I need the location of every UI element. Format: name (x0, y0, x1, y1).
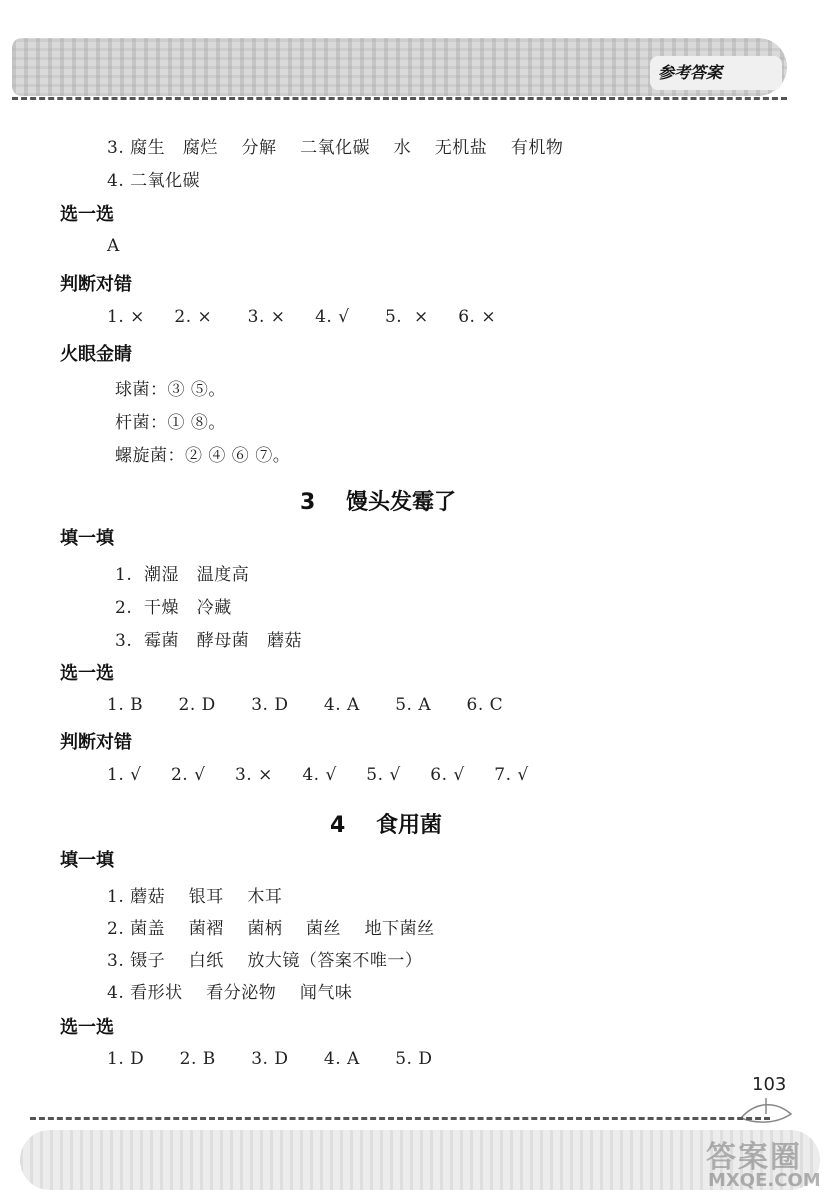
section-heading: 判断对错 (60, 274, 132, 295)
watermark-logo (700, 1130, 830, 1195)
answer-line: 杆菌：① ⑧。 (115, 413, 226, 433)
answer-line: 3. 腐生 腐烂 分解 二氧化碳 水 无机盐 有机物 (107, 138, 564, 158)
answer-line: 3. 镊子 白纸 放大镜（答案不唯一） (107, 951, 423, 971)
header-divider (12, 97, 787, 100)
answer-line: 4. 看形状 看分泌物 闻气味 (107, 983, 353, 1003)
header-title: 参考答案 (658, 63, 723, 82)
chapter-title: 3 馒头发霉了 (300, 490, 456, 515)
answer-line: 4. 二氧化碳 (107, 171, 201, 191)
answer-line: 2. 干燥 冷藏 (115, 598, 232, 618)
section-heading: 选一选 (60, 204, 114, 225)
answer-line: 1. × 2. × 3. × 4. √ 5. × 6. × (107, 307, 497, 327)
answer-line: 3. 霉菌 酵母菌 蘑菇 (115, 631, 302, 651)
section-heading: 火眼金睛 (60, 344, 132, 365)
section-heading: 选一选 (60, 1017, 114, 1038)
watermark-url: MXQE.COM (708, 1170, 821, 1191)
answer-line: 1. D 2. B 3. D 4. A 5. D (107, 1049, 433, 1069)
footer-divider (30, 1117, 770, 1120)
leaf-icon (736, 1096, 796, 1126)
answer-line: 1. 潮湿 温度高 (115, 565, 250, 585)
answer-line: 1. 蘑菇 银耳 木耳 (107, 887, 283, 907)
section-heading: 选一选 (60, 663, 114, 684)
answer-line: A (107, 236, 120, 256)
answer-line: 1. √ 2. √ 3. × 4. √ 5. √ 6. √ 7. √ (107, 765, 529, 785)
section-heading: 填一填 (60, 528, 114, 549)
chapter-title: 4 食用菌 (330, 813, 442, 838)
watermark-text: 答案圈 (706, 1140, 802, 1175)
section-heading: 填一填 (60, 850, 114, 871)
page-number: 103 (752, 1074, 787, 1095)
section-heading: 判断对错 (60, 732, 132, 753)
answer-line: 1. B 2. D 3. D 4. A 5. A 6. C (107, 695, 504, 715)
answer-line: 螺旋菌：② ④ ⑥ ⑦。 (115, 446, 291, 466)
answer-line: 2. 菌盖 菌褶 菌柄 菌丝 地下菌丝 (107, 919, 435, 939)
answer-line: 球菌：③ ⑤。 (115, 380, 226, 400)
